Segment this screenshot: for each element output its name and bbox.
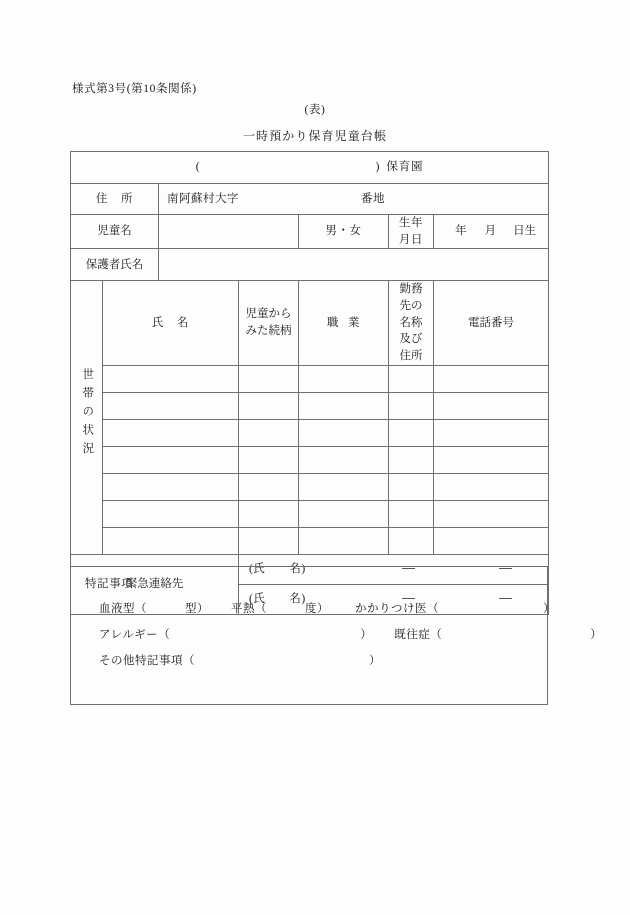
cell-occupation[interactable] [299,527,389,554]
dob-value-cell[interactable] [434,215,549,249]
dob-year-label: 年 [455,225,467,238]
emergency-name-label-1: (氏 名) [249,562,306,575]
emergency-contact-label: 緊急連絡先 [71,554,239,614]
cell-occupation[interactable] [299,419,389,446]
address-row [71,184,549,215]
cell-relation[interactable] [239,473,299,500]
cell-occupation[interactable] [299,473,389,500]
cell-name[interactable] [103,527,239,554]
address-prefix: 南阿蘇村大字 [167,192,239,205]
cell-phone[interactable] [434,446,549,473]
family-doctor-label: かかりつけ医（ [355,603,439,615]
blood-type-label: 血液型（ [99,603,147,615]
cell-name[interactable] [103,392,239,419]
school-name-row [71,152,549,184]
allergy-label: アレルギー（ [99,629,171,641]
household-section-label: 世帯の状況 [71,281,103,554]
notes-line-medical [99,600,555,616]
special-notes-title: 特記事項 [85,578,134,590]
cell-relation[interactable] [239,527,299,554]
table-row [71,365,549,392]
special-notes-box [70,566,603,705]
address-value-cell[interactable] [159,184,549,215]
cell-workplace[interactable] [389,473,434,500]
cell-occupation[interactable] [299,365,389,392]
child-name-row [71,215,549,249]
cell-name[interactable] [103,446,239,473]
dob-label-cell: 生年月日 [389,215,434,249]
household-col-relation: 児童から みた続柄 [239,281,299,365]
medical-history-close: ） [590,629,603,641]
cell-relation[interactable] [239,446,299,473]
temperature-unit: 度） [305,603,329,615]
cell-name[interactable] [103,419,239,446]
registry-form-table [70,151,549,615]
dob-month-label: 月 [484,225,497,238]
table-row [71,527,549,554]
guardian-name-row [71,249,549,281]
cell-workplace[interactable] [389,365,434,392]
cell-relation[interactable] [239,500,299,527]
household-header-row [71,281,549,365]
household-col-occupation: 職 業 [299,281,389,365]
emergency-name-label-2: (氏 名) [249,592,306,605]
table-row [71,419,549,446]
cell-workplace[interactable] [389,392,434,419]
child-name-label: 児童名 [71,215,159,249]
child-name-value[interactable] [159,215,299,249]
cell-relation[interactable] [239,419,299,446]
table-row [71,473,549,500]
cell-occupation[interactable] [299,500,389,527]
cell-workplace[interactable] [389,446,434,473]
household-col-name: 氏 名 [103,281,239,365]
address-label-cell [71,184,159,215]
other-notes-label: その他特記事項（ [99,655,195,667]
cell-occupation[interactable] [299,446,389,473]
guardian-name-label: 保護者氏名 [71,249,159,281]
child-gender-cell[interactable]: 男・女 [299,215,389,249]
other-notes-close: ） [369,655,381,667]
cell-phone[interactable] [434,527,549,554]
blood-type-unit: 型） [185,603,209,615]
cell-phone[interactable] [434,392,549,419]
school-paren-open: ( [195,161,200,174]
cell-workplace[interactable] [389,527,434,554]
table-row [71,392,549,419]
cell-relation[interactable] [239,365,299,392]
address-suffix: 番地 [361,192,385,205]
cell-name[interactable] [103,365,239,392]
dob-day-label: 日生 [513,225,537,238]
allergy-close: ） [360,629,373,641]
form-code: 様式第3号(第10条関係) [72,83,197,95]
notes-line-allergy [99,626,602,642]
cell-workplace[interactable] [389,419,434,446]
cell-phone[interactable] [434,365,549,392]
page-title: 一時預かり保育児童台帳 [242,129,388,143]
school-paren-close: ) [375,161,380,174]
table-row [71,446,549,473]
school-suffix-label: 保育園 [386,161,424,174]
temperature-label: 平熱（ [231,603,267,615]
cell-phone[interactable] [434,419,549,446]
cell-occupation[interactable] [299,392,389,419]
cell-name[interactable] [103,500,239,527]
medical-history-label: 既往症（ [394,629,443,641]
address-label-a: 住 [95,192,108,205]
table-row [71,500,549,527]
household-col-phone: 電話番号 [434,281,549,365]
family-doctor-close: ） [543,603,555,615]
address-label-b: 所 [121,192,134,205]
cell-phone[interactable] [434,500,549,527]
school-name-cell[interactable] [71,152,549,184]
household-col-workplace: 勤務先の名称及び 住所 [389,281,434,365]
guardian-name-value[interactable] [159,249,549,281]
cell-name[interactable] [103,473,239,500]
notes-line-other [99,652,381,668]
cell-phone[interactable] [434,473,549,500]
cell-workplace[interactable] [389,500,434,527]
cell-relation[interactable] [239,392,299,419]
face-side-mark: (表) [304,104,326,116]
